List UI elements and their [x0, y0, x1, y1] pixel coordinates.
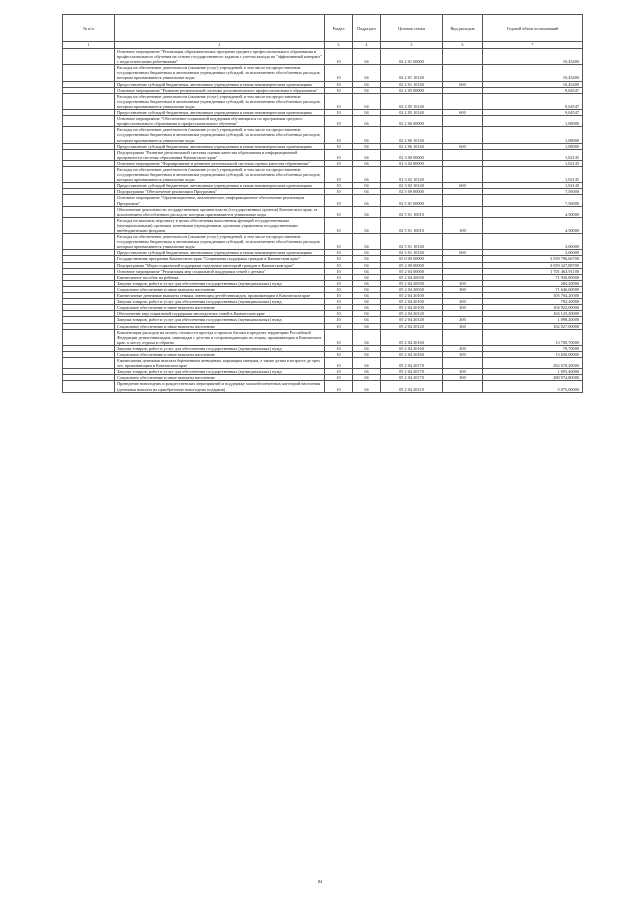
cell-section: 10 — [325, 49, 353, 65]
page-number: 84 — [317, 879, 323, 884]
cell-name: Государственная программа Камчатского края "Социальная поддержка граждан в Камчатском крае" — [115, 256, 325, 262]
cell-type: 200 — [443, 280, 483, 286]
cell-amount: 71 930,80000 — [483, 274, 583, 280]
cell-num — [63, 49, 115, 65]
table-body — [63, 49, 583, 393]
cell-section: 10 — [325, 358, 353, 369]
cell-type: 600 — [443, 250, 483, 256]
cell-target: 02 5 01 10140 — [381, 234, 443, 250]
table-row — [63, 116, 583, 127]
cell-num — [63, 381, 115, 392]
cell-section: 10 — [325, 293, 353, 299]
cell-target: 02 5 01 10140 — [381, 250, 443, 256]
cell-amount: 3,06000 — [483, 234, 583, 250]
cell-amount: 9,04547 — [483, 110, 583, 116]
cell-target: 02 2 01 00000 — [381, 49, 443, 65]
cell-amount: 1,02145 — [483, 166, 583, 182]
cell-section: 10 — [325, 268, 353, 274]
cell-amount: 1,02145 — [483, 160, 583, 166]
cell-type: 200 — [443, 317, 483, 323]
cell-amount: 163 125,20000 — [483, 311, 583, 317]
cell-section: 10 — [325, 116, 353, 127]
cell-type — [443, 93, 483, 109]
cell-num — [63, 166, 115, 182]
cell-type: 300 — [443, 323, 483, 329]
cell-amount: 7,56000 — [483, 189, 583, 195]
cell-type — [443, 195, 483, 206]
cell-name: Социальное обеспечение и иные выплаты населению — [115, 375, 325, 381]
cell-target: 05 2 04 20120 — [381, 311, 443, 317]
cell-sub: 04 — [353, 268, 381, 274]
cell-name: Подпрограмма "Меры социальной поддержки отдельных категорий граждан в Камчатском крае" — [115, 262, 325, 268]
cell-name: Закупка товаров, работ и услуг для обеспечения государственных (муниципальных) нужд — [115, 345, 325, 351]
cell-type: 200 — [443, 345, 483, 351]
cell-name: Основное мероприятие "Формирование и развитие региональной системы оценки качества образования" — [115, 160, 325, 166]
cell-section: 10 — [325, 127, 353, 143]
cell-name: Закупка товаров, работ и услуг для обеспечения государственных (муниципальных) нужд — [115, 369, 325, 375]
cell-target: 05 2 04 20100 — [381, 299, 443, 305]
cell-name: Расходы на обеспечение деятельности (оказание услуг) учреждений, в том числе на предоставление государственным бюджетным и автономным учреждениям субсидий, за исключением обособленных расходов, которым присваиваются уникальные коды — [115, 127, 325, 143]
cell-target: 05 0 00 00000 — [381, 256, 443, 262]
cell-type: 200 — [443, 299, 483, 305]
cell-sub: 04 — [353, 183, 381, 189]
cell-sub: 04 — [353, 116, 381, 127]
cell-amount: 71 646,60000 — [483, 286, 583, 292]
cell-name: Ежемесячное пособие на ребенка — [115, 274, 325, 280]
cell-target: 05 2 04 20160 — [381, 345, 443, 351]
cell-section: 10 — [325, 166, 353, 182]
cell-name: Обеспечение мер социальной поддержки многодетных семей в Камчатском крае — [115, 311, 325, 317]
cell-target: 02 2 05 00000 — [381, 87, 443, 93]
cell-section: 10 — [325, 311, 353, 317]
cell-type — [443, 166, 483, 182]
cell-target: 05 2 04 20100 — [381, 293, 443, 299]
column-index-row — [63, 42, 583, 49]
cell-name: Расходы на обеспечение деятельности (оказание услуг) учреждений, в том числе на предоставление государственным бюджетным и автономным учреждениям субсидий, за исключением обособленных расходов, которым присваиваются уникальные коды — [115, 65, 325, 81]
cell-section: 10 — [325, 195, 353, 206]
cell-name: Предоставление субсидий бюджетным, автономным учреждениям и иным некоммерческим организациям — [115, 143, 325, 149]
cell-name: Подпрограмма "Развитие региональной системы оценки качества образования и информационной прозрачности системы образования Камчатского края" — [115, 149, 325, 160]
cell-name: Предоставление субсидий бюджетным, автономным учреждениям и иным некоммерческим организациям — [115, 183, 325, 189]
cell-name: Предоставление субсидий бюджетным, автономным учреждениям и иным некоммерческим организациям — [115, 81, 325, 87]
cell-name: Расходы на обеспечение деятельности (оказание услуг) учреждений, в том числе на предоставление государственным бюджетным и автономным учреждениям субсидий, за исключением обособленных расходов, которым присваиваются уникальные коды — [115, 93, 325, 109]
header-num: № п/п — [63, 15, 115, 42]
cell-target: 02 3 00 00000 — [381, 149, 443, 160]
cell-section: 10 — [325, 381, 353, 392]
cell-amount: 1 701 463,91100 — [483, 268, 583, 274]
cell-sub: 04 — [353, 110, 381, 116]
cell-amount: 1,02145 — [483, 183, 583, 189]
table-row — [63, 206, 583, 217]
table-row — [63, 127, 583, 143]
cell-name: Основное мероприятие "Реализация образовательных программ среднего профессионального образования и профессионального обучения на основе государственного задания с учетом выхода на "эффективный контракт" с педагогическими работниками" — [115, 49, 325, 65]
cell-name: Предоставление субсидий бюджетным, автономным учреждениям и иным некоммерческим организациям — [115, 250, 325, 256]
cell-name: Закупка товаров, работ и услуг для обеспечения государственных (муниципальных) нужд — [115, 280, 325, 286]
cell-name: Расходы на выплаты персоналу в целях обеспечения выполнения функций государственными (муниципальными) органами, казенными учреждениями, органами управления государственными внебюджетными фондами — [115, 217, 325, 233]
cell-type: 200 — [443, 369, 483, 375]
cell-sub: 04 — [353, 250, 381, 256]
cell-section: 10 — [325, 317, 353, 323]
cell-name: Обеспечение деятельности государственных органов власти (государственных органов) Камчатского края, за исключением обособленных расходов, которым присваиваются уникальные коды — [115, 206, 325, 217]
cell-sub: 04 — [353, 262, 381, 268]
cell-type — [443, 381, 483, 392]
cell-name: Социальное обеспечение и иные выплаты населению — [115, 286, 325, 292]
cell-amount: 4,50000 — [483, 217, 583, 233]
cell-section: 10 — [325, 262, 353, 268]
cell-amount: 5 075,00000 — [483, 381, 583, 392]
cell-type: 600 — [443, 81, 483, 87]
cell-section: 10 — [325, 65, 353, 81]
budget-table — [62, 14, 583, 393]
cell-type: 300 — [443, 375, 483, 381]
cell-name: Расходы на обеспечение деятельности (оказание услуг) учреждений, в том числе на предоставление государственным бюджетным и автономным учреждениям субсидий, за исключением обособленных расходов, которым присваиваются уникальные коды — [115, 234, 325, 250]
cell-sub: 04 — [353, 195, 381, 206]
cell-section: 10 — [325, 250, 353, 256]
cell-section: 10 — [325, 217, 353, 233]
cell-sub: 04 — [353, 329, 381, 345]
cell-target: 05 2 04 20210 — [381, 381, 443, 392]
cell-name: Ежемесячные денежные выплаты семьям, имеющим детей-инвалидов, проживающим в Камчатском крае — [115, 293, 325, 299]
cell-sub: 04 — [353, 160, 381, 166]
cell-target: 02 2 05 10140 — [381, 110, 443, 116]
cell-target: 02 5 00 00000 — [381, 189, 443, 195]
cell-num — [63, 329, 115, 345]
cell-target: 02 2 06 10140 — [381, 127, 443, 143]
cell-type — [443, 358, 483, 369]
cell-section: 10 — [325, 143, 353, 149]
cell-name: Основное мероприятие "Организационное, аналитическое, информационное обеспечение реализации Программы" — [115, 195, 325, 206]
cell-type: 600 — [443, 183, 483, 189]
cell-target: 05 2 04 20030 — [381, 274, 443, 280]
cell-sub: 04 — [353, 234, 381, 250]
cell-name: Основное мероприятие "Обеспечение социальной поддержки обучающихся по программам среднего профессионального образования и профессионального обучения" — [115, 116, 325, 127]
cell-amount: 284,20000 — [483, 280, 583, 286]
table-row — [63, 149, 583, 160]
cell-name: Предоставление субсидий бюджетным, автономным учреждениям и иным некоммерческим организациям — [115, 110, 325, 116]
cell-sub: 04 — [353, 93, 381, 109]
index-cell: 5 — [381, 42, 443, 49]
index-cell: 3 — [325, 42, 353, 49]
cell-sub: 04 — [353, 217, 381, 233]
cell-num — [63, 234, 115, 250]
cell-sub: 04 — [353, 143, 381, 149]
cell-section: 10 — [325, 87, 353, 93]
cell-target: 05 2 04 20170 — [381, 369, 443, 375]
cell-target: 02 5 01 10010 — [381, 206, 443, 217]
cell-amount: 3 059 327,88700 — [483, 262, 583, 268]
cell-type: 600 — [443, 110, 483, 116]
table-row — [63, 166, 583, 182]
cell-section: 10 — [325, 375, 353, 381]
cell-sub: 04 — [353, 299, 381, 305]
cell-name: Ежемесячная денежная выплата беременным женщинам, кормящим матерям, а также детям в возрасте до трех лет, проживающим в Камчатском крае — [115, 358, 325, 369]
cell-name: Закупка товаров, работ и услуг для обеспечения государственных (муниципальных) нужд — [115, 299, 325, 305]
cell-target: 05 2 04 20100 — [381, 305, 443, 311]
cell-section: 10 — [325, 183, 353, 189]
cell-type: 100 — [443, 217, 483, 233]
cell-name: Основное мероприятие "Реализация мер социальной поддержки семей с детьми" — [115, 268, 325, 274]
cell-target: 02 3 02 10140 — [381, 166, 443, 182]
cell-type — [443, 234, 483, 250]
cell-num — [63, 93, 115, 109]
cell-type: 300 — [443, 286, 483, 292]
cell-name: Основное мероприятие "Развитие региональной системы дополнительного профессионального образования" — [115, 87, 325, 93]
cell-section: 10 — [325, 256, 353, 262]
header-exptype: Вид расходов — [443, 15, 483, 42]
cell-target: 02 2 05 10140 — [381, 93, 443, 109]
cell-sub: 04 — [353, 311, 381, 317]
cell-amount: 3,06000 — [483, 250, 583, 256]
cell-amount: 3 059 796,66700 — [483, 256, 583, 262]
table-row — [63, 65, 583, 81]
cell-amount: 10,45400 — [483, 81, 583, 87]
cell-sub: 04 — [353, 286, 381, 292]
cell-amount: 282 670,20000 — [483, 358, 583, 369]
cell-amount: 70,70000 — [483, 345, 583, 351]
cell-sub: 04 — [353, 49, 381, 65]
cell-target: 05 2 04 00000 — [381, 268, 443, 274]
cell-type — [443, 329, 483, 345]
cell-amount: 782,20000 — [483, 299, 583, 305]
cell-type: 300 — [443, 305, 483, 311]
cell-num — [63, 116, 115, 127]
cell-type — [443, 116, 483, 127]
cell-sub: 04 — [353, 305, 381, 311]
cell-sub: 04 — [353, 87, 381, 93]
cell-target: 02 3 02 00000 — [381, 160, 443, 166]
cell-target: 02 3 02 10140 — [381, 183, 443, 189]
cell-sub: 04 — [353, 381, 381, 392]
cell-num — [63, 127, 115, 143]
cell-target: 05 2 04 20120 — [381, 317, 443, 323]
cell-section: 10 — [325, 189, 353, 195]
cell-amount: 162 027,00000 — [483, 323, 583, 329]
cell-sub: 04 — [353, 358, 381, 369]
cell-sub: 04 — [353, 351, 381, 357]
budget-page — [62, 14, 582, 393]
cell-sub: 04 — [353, 293, 381, 299]
cell-sub: 04 — [353, 65, 381, 81]
cell-amount: 4,50000 — [483, 206, 583, 217]
header-section: Раздел — [325, 15, 353, 42]
cell-amount: 1,08000 — [483, 143, 583, 149]
cell-name: Социальное обеспечение и иные выплаты населению — [115, 323, 325, 329]
cell-amount: 105 704,20000 — [483, 293, 583, 299]
cell-sub: 04 — [353, 345, 381, 351]
cell-amount: 1,08000 — [483, 116, 583, 127]
cell-type — [443, 149, 483, 160]
cell-sub: 04 — [353, 189, 381, 195]
cell-section: 10 — [325, 81, 353, 87]
cell-num — [63, 149, 115, 160]
cell-sub: 04 — [353, 323, 381, 329]
cell-target: 05 2 04 20170 — [381, 375, 443, 381]
cell-section: 10 — [325, 110, 353, 116]
cell-type — [443, 127, 483, 143]
table-row — [63, 234, 583, 250]
cell-amount: 7,56000 — [483, 195, 583, 206]
header-subsection: Подраздел — [353, 15, 381, 42]
cell-name: Компенсация расходов на оплату стоимости проезда и провоза багажа в пределах территории Российской Федерации детям-инвалидам, инвалидам с детства и сопровождающим их лицам, проживающим в Камчатском крае, к месту отдыха и обратно — [115, 329, 325, 345]
cell-sub: 04 — [353, 274, 381, 280]
cell-sub: 04 — [353, 375, 381, 381]
cell-section: 10 — [325, 206, 353, 217]
table-row — [63, 93, 583, 109]
cell-section: 10 — [325, 323, 353, 329]
cell-section: 10 — [325, 351, 353, 357]
cell-num — [63, 217, 115, 233]
cell-type: 300 — [443, 351, 483, 357]
table-row — [63, 329, 583, 345]
cell-amount: 1,02145 — [483, 149, 583, 160]
table-row — [63, 381, 583, 392]
cell-target: 02 2 06 10140 — [381, 143, 443, 149]
cell-target: 05 2 04 20030 — [381, 286, 443, 292]
cell-target: 05 2 04 20170 — [381, 358, 443, 369]
cell-section: 10 — [325, 160, 353, 166]
cell-sub: 04 — [353, 369, 381, 375]
cell-num — [63, 358, 115, 369]
cell-amount: 13 700,70000 — [483, 329, 583, 345]
cell-sub: 04 — [353, 127, 381, 143]
cell-num — [63, 195, 115, 206]
cell-name: Подпрограмма "Обеспечение реализации Программы" — [115, 189, 325, 195]
index-cell: 1 — [63, 42, 115, 49]
cell-sub: 04 — [353, 256, 381, 262]
cell-sub: 04 — [353, 280, 381, 286]
table-row — [63, 217, 583, 233]
header-amount: Годовой объем ассигнований — [483, 15, 583, 42]
cell-amount: 104 922,00000 — [483, 305, 583, 311]
cell-section: 10 — [325, 369, 353, 375]
cell-target: 02 2 01 10140 — [381, 81, 443, 87]
cell-amount: 280 974,80000 — [483, 375, 583, 381]
cell-sub: 04 — [353, 317, 381, 323]
cell-amount: 1,08000 — [483, 127, 583, 143]
cell-type — [443, 65, 483, 81]
cell-section: 10 — [325, 329, 353, 345]
index-cell: 6 — [443, 42, 483, 49]
cell-section: 10 — [325, 149, 353, 160]
cell-target: 05 2 04 20160 — [381, 351, 443, 357]
index-cell: 4 — [353, 42, 381, 49]
header-target: Целевая статья — [381, 15, 443, 42]
cell-amount: 9,04547 — [483, 93, 583, 109]
cell-section: 10 — [325, 305, 353, 311]
table-row — [63, 195, 583, 206]
cell-sub: 04 — [353, 206, 381, 217]
cell-amount: 13 630,00000 — [483, 351, 583, 357]
header-name — [115, 15, 325, 42]
cell-name: Закупка товаров, работ и услуг для обеспечения государственных (муниципальных) нужд — [115, 317, 325, 323]
cell-target: 05 2 04 20120 — [381, 323, 443, 329]
cell-target: 05 2 00 00000 — [381, 262, 443, 268]
cell-num — [63, 206, 115, 217]
table-row — [63, 49, 583, 65]
cell-amount: 9,04547 — [483, 87, 583, 93]
index-cell: 7 — [483, 42, 583, 49]
cell-target: 05 2 04 20030 — [381, 280, 443, 286]
cell-section: 10 — [325, 286, 353, 292]
cell-target: 02 2 06 00000 — [381, 116, 443, 127]
cell-section: 10 — [325, 345, 353, 351]
cell-target: 02 5 01 00000 — [381, 195, 443, 206]
cell-amount: 10,45400 — [483, 49, 583, 65]
cell-amount: 1 695,40000 — [483, 369, 583, 375]
cell-type — [443, 206, 483, 217]
table-row — [63, 358, 583, 369]
cell-section: 10 — [325, 299, 353, 305]
cell-amount: 1 098,20000 — [483, 317, 583, 323]
cell-num — [63, 65, 115, 81]
cell-section: 10 — [325, 234, 353, 250]
cell-amount: 10,45400 — [483, 65, 583, 81]
cell-sub: 04 — [353, 166, 381, 182]
cell-sub: 04 — [353, 81, 381, 87]
cell-name: Социальное обеспечение и иные выплаты населению — [115, 305, 325, 311]
cell-name: Расходы на обеспечение деятельности (оказание услуг) учреждений, в том числе на предоставление государственным бюджетным и автономным учреждениям субсидий, за исключением обособленных расходов, которым присваиваются уникальные коды — [115, 166, 325, 182]
cell-name: Проведение новогодних и рождественских мероприятий и поддержку малообеспеченных категорий населения (денежная выплата на приобретение новогодних подарков) — [115, 381, 325, 392]
cell-name: Социальное обеспечение и иные выплаты населению — [115, 351, 325, 357]
cell-section: 10 — [325, 280, 353, 286]
table-header-row — [63, 15, 583, 42]
cell-target: 02 5 01 10010 — [381, 217, 443, 233]
index-cell: 2 — [115, 42, 325, 49]
cell-sub: 04 — [353, 149, 381, 160]
cell-type — [443, 49, 483, 65]
cell-section: 10 — [325, 274, 353, 280]
cell-section: 10 — [325, 93, 353, 109]
cell-type: 600 — [443, 143, 483, 149]
cell-target: 02 2 01 10140 — [381, 65, 443, 81]
cell-target: 05 2 04 20160 — [381, 329, 443, 345]
